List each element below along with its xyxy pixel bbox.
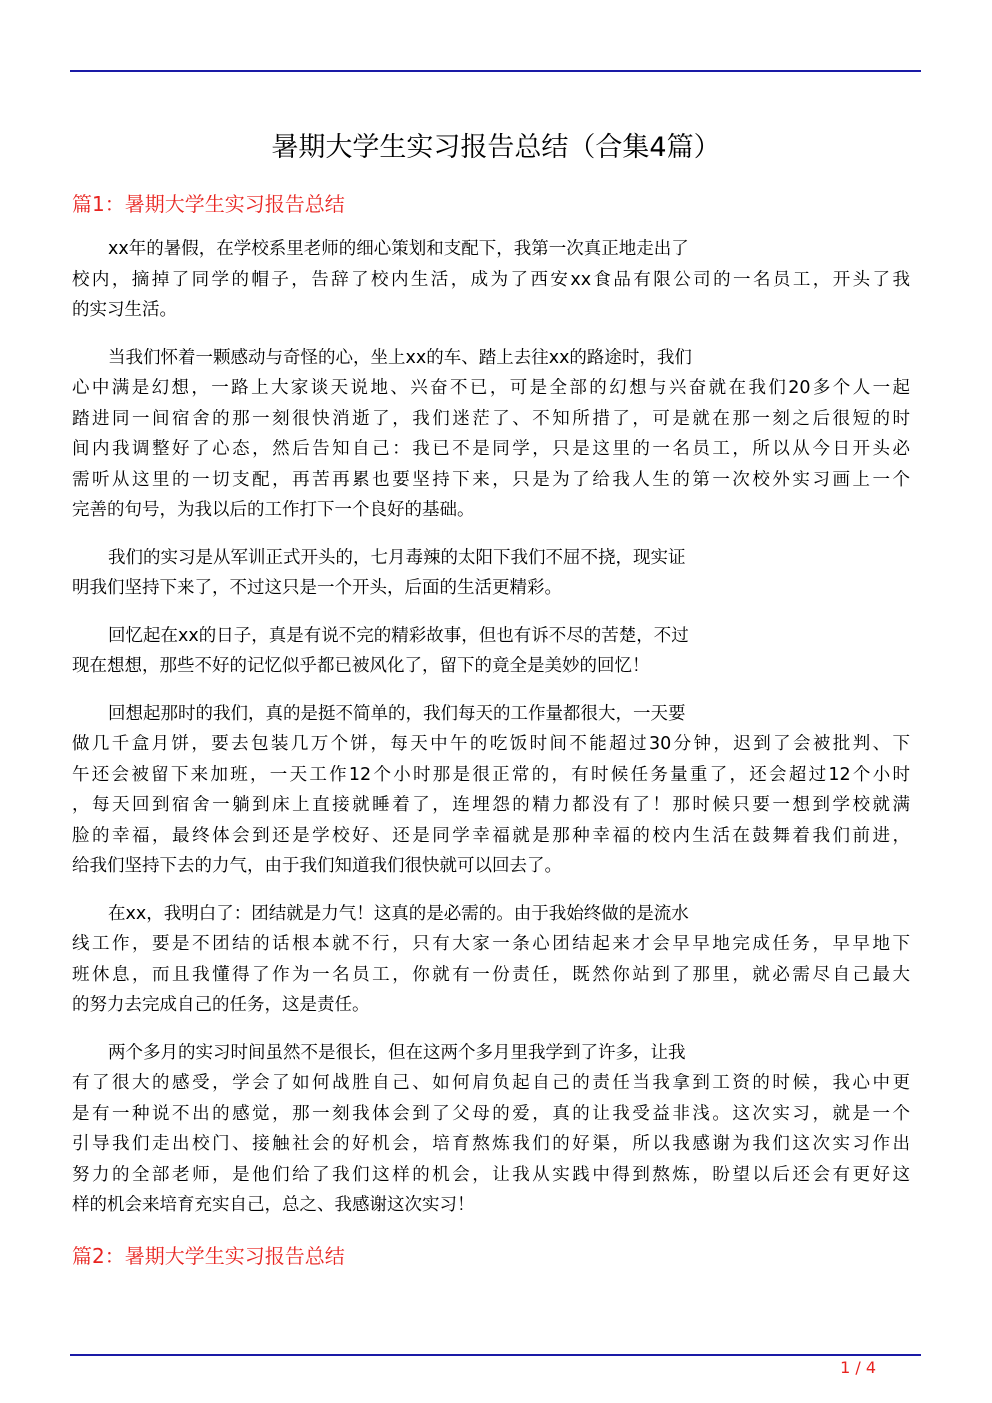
paragraph-line: 我们的实习是从军训正式开头的，七月毒辣的太阳下我们不屈不挠，现实证 — [108, 547, 686, 568]
paragraph-line: 引导我们走出校门、接触社会的好机会，培育熬炼我们的好渠，所以我感谢为我们这次实习作出 — [72, 1134, 910, 1154]
paragraph — [72, 621, 910, 682]
paragraph-line: 需听从这里的一切支配，再苦再累也要坚持下来，只是为了给我人生的第一次校外实习画上一个 — [72, 469, 910, 490]
paragraph-line: 回忆起在xx的日子，真是有说不完的精彩故事，但也有诉不尽的苦楚，不过 — [108, 625, 689, 646]
page-number: 1 / 4 — [840, 1358, 876, 1377]
paragraph-line: ，每天回到宿舍一躺到床上直接就睡着了，连埋怨的精力都没有了！那时候只要一想到学校就满 — [72, 795, 910, 815]
paragraph-line: xx年的暑假，在学校系里老师的细心策划和支配下，我第一次真正地走出了 — [108, 239, 689, 259]
paragraph-line: 给我们坚持下去的力气，由于我们知道我们很快就可以回去了。 — [72, 856, 562, 876]
paragraph-line: 努力的全部老师，是他们给了我们这样的机会，让我从实践中得到熬炼，盼望以后还会有更好这 — [72, 1164, 910, 1185]
paragraph — [72, 699, 910, 882]
paragraph — [72, 899, 910, 1021]
paragraph-line: 校内，摘掉了同学的帽子，告辞了校内生活，成为了西安xx食品有限公司的一名员工，开头了我 — [72, 269, 910, 290]
paragraph — [72, 343, 910, 526]
paragraph — [72, 543, 910, 604]
header-rule — [70, 70, 921, 72]
paragraph-line: 班休息，而且我懂得了作为一名员工，你就有一份责任，既然你站到了那里，就必需尽自己最大 — [72, 964, 910, 985]
paragraph-line: 当我们怀着一颗感动与奇怪的心，坐上xx的车、踏上去往xx的路途时，我们 — [108, 347, 692, 368]
paragraph-line: 是有一种说不出的感觉，那一刻我体会到了父母的爱，真的让我受益非浅。这次实习，就是一个 — [72, 1103, 910, 1124]
document-body — [72, 186, 910, 1286]
paragraph-line: 两个多月的实习时间虽然不是很长，但在这两个多月里我学到了许多，让我 — [108, 1042, 686, 1063]
paragraph-line: 回想起那时的我们，真的是挺不简单的，我们每天的工作量都很大，一天要 — [108, 703, 686, 724]
paragraph — [72, 1038, 910, 1221]
footer-rule — [70, 1354, 921, 1356]
paragraph-line: 的努力去完成自己的任务，这是责任。 — [72, 995, 370, 1015]
paragraph-line: 完善的句号，为我以后的工作打下一个良好的基础。 — [72, 500, 475, 520]
paragraph-line: 做几千盒月饼，要去包装几万个饼，每天中午的吃饭时间不能超过30分钟，迟到了会被批判、下 — [72, 734, 910, 754]
paragraph-line: 踏进同一间宿舍的那一刻很快消逝了，我们迷茫了、不知所措了，可是就在那一刻之后很短的时 — [72, 408, 910, 429]
paragraph-line: 线工作，要是不团结的话根本就不行，只有大家一条心团结起来才会早早地完成任务，早早地下 — [72, 934, 910, 954]
paragraph-line: 在xx，我明白了：团结就是力气！这真的是必需的。由于我始终做的是流水 — [108, 903, 689, 924]
paragraph-line: 午还会被留下来加班，一天工作12个小时那是很正常的，有时候任务量重了，还会超过12个小时 — [72, 764, 910, 785]
section-heading: 篇2：暑期大学生实习报告总结 — [72, 1243, 345, 1268]
paragraph-line: 心中满是幻想，一路上大家谈天说地、兴奋不已，可是全部的幻想与兴奋就在我们20多个人一起 — [72, 378, 910, 398]
paragraph — [72, 234, 910, 326]
paragraph-line: 有了很大的感受，学会了如何战胜自己、如何肩负起自己的责任当我拿到工资的时候，我心中更 — [72, 1073, 910, 1093]
paragraph-line: 现在想想，那些不好的记忆似乎都已被风化了，留下的竟全是美妙的回忆！ — [72, 656, 650, 676]
document-title: 暑期大学生实习报告总结（合集4篇） — [271, 132, 721, 163]
paragraph-line: 明我们坚持下来了，不过这只是一个开头，后面的生活更精彩。 — [72, 578, 562, 598]
paragraph-line: 脸的幸福，最终体会到还是学校好、还是同学幸福就是那种幸福的校内生活在鼓舞着我们前进， — [72, 825, 910, 846]
paragraph-line: 间内我调整好了心态，然后告知自己：我已不是同学，只是这里的一名员工，所以从今日开头必 — [72, 439, 910, 459]
paragraph-line: 的实习生活。 — [72, 300, 177, 320]
paragraph-line: 样的机会来培育充实自己，总之、我感谢这次实习！ — [72, 1195, 475, 1215]
section-heading: 篇1：暑期大学生实习报告总结 — [72, 192, 345, 216]
